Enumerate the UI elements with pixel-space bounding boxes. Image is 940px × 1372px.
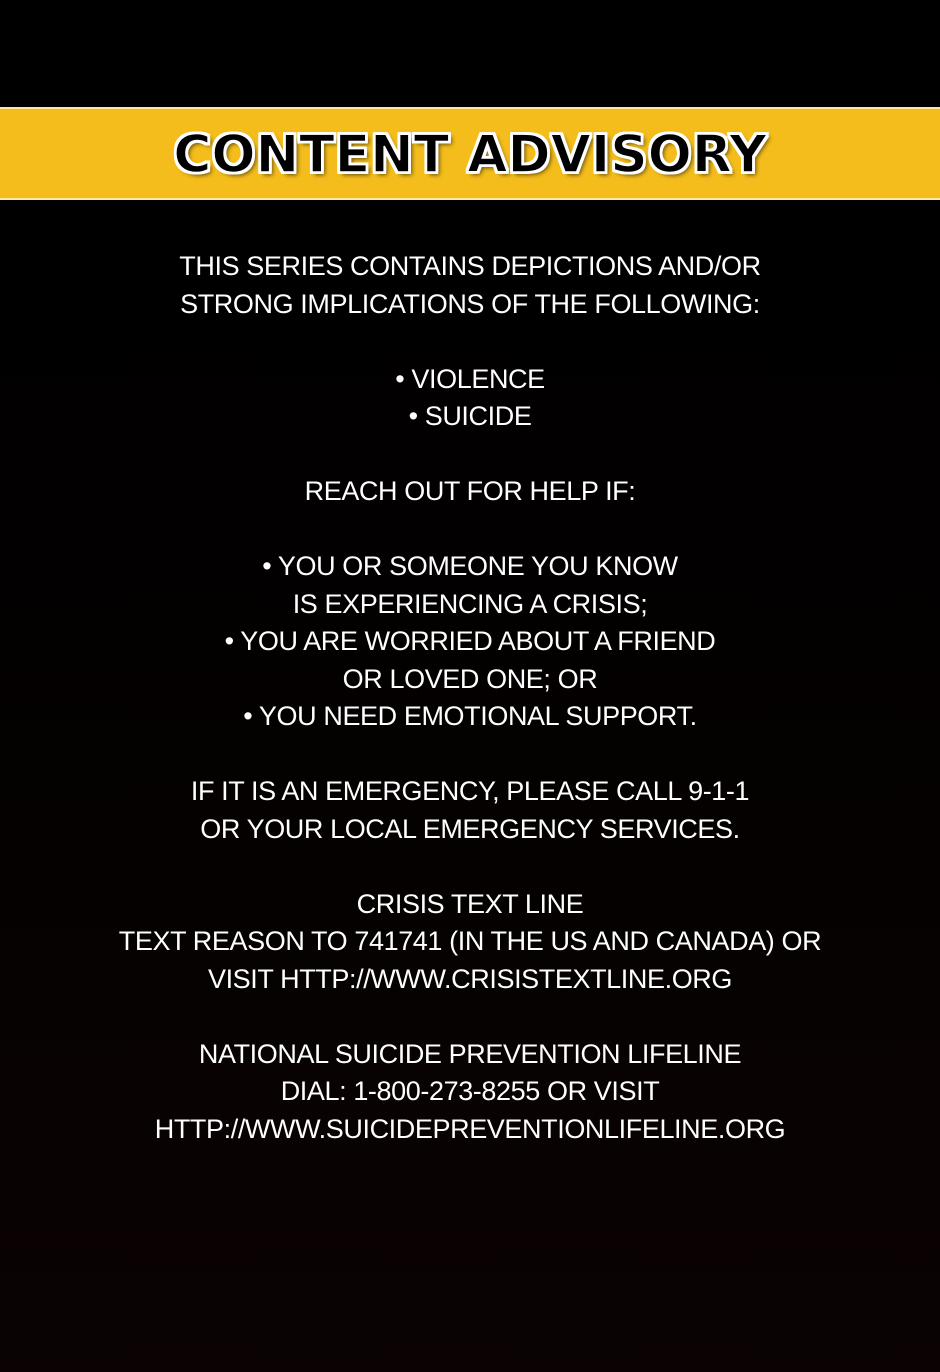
help-line: IS EXPERIENCING A CRISIS;: [292, 588, 648, 619]
lifeline-name: NATIONAL SUICIDE PREVENTION LIFELINE: [198, 1038, 742, 1069]
spacer: [0, 323, 940, 361]
emergency-line: IF IT IS AN EMERGENCY, PLEASE CALL 9-1-1: [190, 776, 750, 806]
topic-item-violence: • VIOLENCE: [395, 363, 545, 394]
spacer: [0, 998, 940, 1036]
help-line: • YOU OR SOMEONE YOU KNOW: [262, 551, 678, 581]
crisis-text-line-instructions: TEXT REASON TO 741741 (IN THE US AND CANADA) OR: [118, 926, 822, 956]
emergency-section: [0, 773, 940, 848]
banner-title: CONTENT ADVISORY: [173, 124, 767, 185]
spacer: [0, 848, 940, 886]
crisis-text-line-section: [0, 886, 940, 999]
help-line: • YOU NEED EMOTIONAL SUPPORT.: [243, 701, 697, 731]
help-heading: REACH OUT FOR HELP IF:: [304, 476, 636, 506]
lifeline-url[interactable]: HTTP://WWW.SUICIDEPREVENTIONLIFELINE.ORG: [154, 1113, 786, 1144]
intro-line: THIS SERIES CONTAINS DEPICTIONS AND/OR: [179, 251, 761, 281]
intro-line: STRONG IMPLICATIONS OF THE FOLLOWING:: [180, 288, 760, 319]
emergency-line: OR YOUR LOCAL EMERGENCY SERVICES.: [200, 813, 740, 844]
spacer: [0, 436, 940, 474]
intro-section: [0, 248, 940, 323]
crisis-text-line-url[interactable]: VISIT HTTP://WWW.CRISISTEXTLINE.ORG: [207, 963, 733, 994]
lifeline-section: [0, 1036, 940, 1149]
topic-item-suicide: • SUICIDE: [408, 401, 532, 431]
topics-list: [0, 361, 940, 436]
advisory-content: [0, 248, 940, 1148]
spacer: [0, 511, 940, 549]
crisis-text-line-name: CRISIS TEXT LINE: [356, 888, 584, 919]
help-line: • YOU ARE WORRIED ABOUT A FRIEND: [224, 626, 716, 656]
help-line: OR LOVED ONE; OR: [342, 663, 598, 694]
advisory-banner: [0, 107, 940, 200]
lifeline-phone: DIAL: 1-800-273-8255 OR VISIT: [280, 1076, 660, 1106]
help-section: [0, 473, 940, 736]
spacer: [0, 736, 940, 774]
